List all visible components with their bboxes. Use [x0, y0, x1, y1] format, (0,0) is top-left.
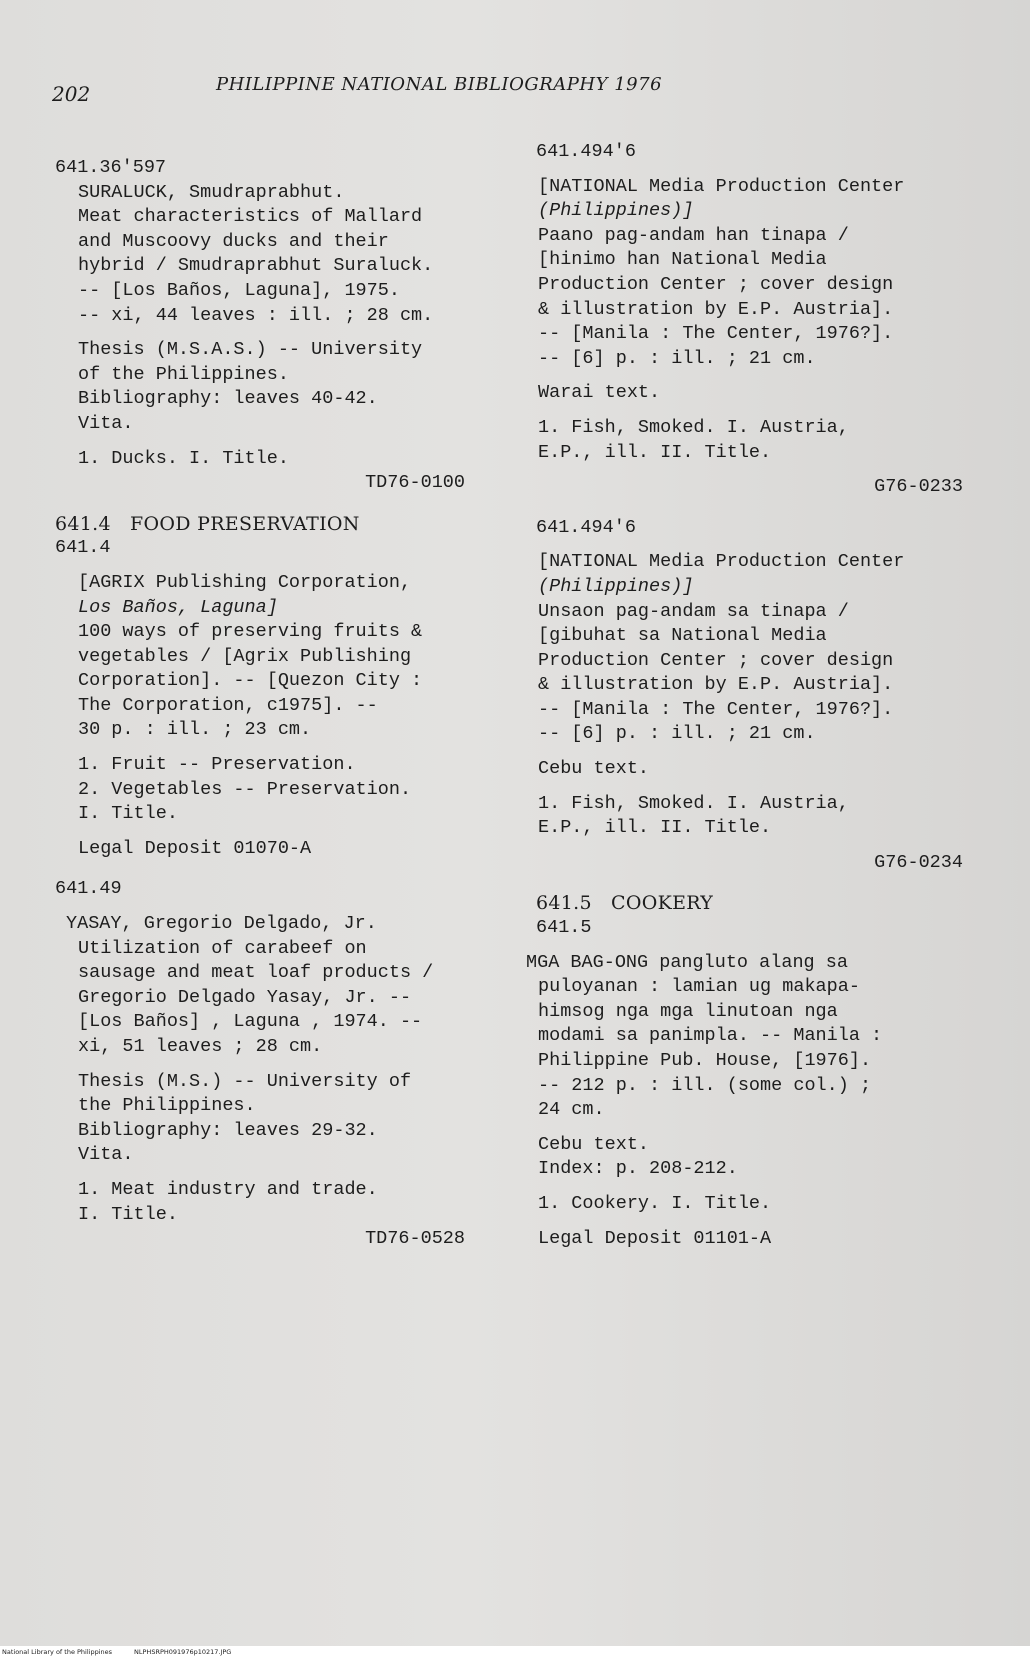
entry-line: -- [6] p. : ill. ; 21 cm. — [538, 347, 816, 369]
right-column — [526, 140, 963, 1251]
legal-deposit: Legal Deposit 01101-A — [538, 1227, 772, 1249]
entry-line: -- 212 p. : ill. (some col.) ; — [538, 1074, 872, 1096]
subject-line: 1. Meat industry and trade. — [78, 1178, 378, 1200]
record-number: TD76-0528 — [365, 1228, 465, 1250]
section-heading-cookery — [536, 891, 963, 916]
subject-line: I. Title. — [78, 1203, 178, 1225]
entry-line: (Philippines)] — [538, 200, 694, 222]
record-number: G76-0233 — [874, 476, 963, 498]
entry-line: Utilization of carabeef on — [78, 937, 367, 959]
subject-line: E.P., ill. II. Title. — [538, 817, 772, 839]
subject-line: I. Title. — [78, 803, 178, 825]
entry-line: Unsaon pag-andam sa tinapa / — [538, 600, 849, 622]
section-number: 641.5 — [536, 892, 592, 915]
section-label: FOOD PRESERVATION — [130, 512, 360, 535]
subject-line: 1. Cookery. I. Title. — [538, 1192, 772, 1214]
entry-line: vegetables / [Agrix Publishing — [78, 645, 412, 667]
class-number: 641.494'6 — [536, 141, 636, 162]
note-line: Vita. — [78, 1144, 134, 1166]
entry-line: -- xi, 44 leaves : ill. ; 28 cm. — [78, 304, 434, 326]
class-number: 641.36'597 — [55, 157, 167, 178]
subject-line: 1. Fish, Smoked. I. Austria, — [538, 416, 849, 438]
entry-line: xi, 51 leaves ; 28 cm. — [78, 1036, 323, 1057]
entry-line: Los Baños, Laguna] — [78, 596, 278, 618]
entry-line: [NATIONAL Media Production Center — [538, 551, 905, 573]
page-title: PHILIPPINE NATIONAL BIBLIOGRAPHY 1976 — [216, 74, 663, 95]
entry-line: [AGRIX Publishing Corporation, — [78, 571, 412, 593]
subject-line: 1. Ducks. I. Title. — [78, 447, 289, 469]
entry-line: 24 cm. — [538, 1099, 605, 1121]
entry-line: sausage and meat loaf products / — [78, 962, 434, 984]
entry-line: and Muscoovy ducks and their — [78, 230, 389, 252]
entry-unsaon-pag-andam — [538, 516, 963, 876]
note-line: of the Philippines. — [78, 363, 289, 385]
entry-line: Gregorio Delgado Yasay, Jr. -- — [78, 986, 412, 1008]
section-label: COOKERY — [611, 892, 714, 915]
entry-line: hybrid / Smudraprabhut Suraluck. — [78, 255, 434, 277]
note-line: Bibliography: leaves 29-32. — [78, 1119, 378, 1141]
entry-line: [gibuhat sa National Media — [538, 625, 827, 647]
entry-mga-bag-ong — [526, 916, 963, 1251]
entry-line: Philippine Pub. House, [1976]. — [538, 1050, 872, 1071]
entry-line: modami sa panimpla. -- Manila : — [538, 1025, 883, 1047]
entry-agrix — [55, 536, 465, 861]
record-number: G76-0234 — [874, 851, 963, 873]
entry-line: himsog nga mga linutoan nga — [538, 1000, 838, 1022]
entry-line: -- [Manila : The Center, 1976?]. — [538, 323, 894, 345]
note-line: Warai text. — [538, 382, 661, 404]
entry-line: -- [Los Baños, Laguna], 1975. — [78, 279, 400, 301]
entry-line: Corporation]. -- [Quezon City : — [78, 670, 423, 692]
entry-line: The Corporation, c1975]. -- — [78, 694, 378, 716]
entry-line: Paano pag-andam han tinapa / — [538, 224, 849, 246]
section-heading-food-preservation — [55, 512, 465, 537]
entry-paano-pag-andam — [538, 140, 963, 500]
section-number: 641.4 — [55, 512, 111, 535]
entry-line: SURALUCK, Smudraprabhut. — [78, 181, 345, 203]
left-column — [55, 156, 465, 1252]
entry-yasay — [55, 877, 465, 1251]
entry-line: [hinimo han National Media — [538, 249, 827, 271]
subject-line: 2. Vegetables -- Preservation. — [78, 778, 412, 800]
subject-line: 1. Fish, Smoked. I. Austria, — [538, 792, 849, 814]
note-line: Cebu text. — [538, 758, 650, 780]
note-line: Thesis (M.S.) -- University of — [78, 1070, 412, 1092]
scan-footer — [0, 1646, 1030, 1658]
entry-line: 100 ways of preserving fruits & — [78, 621, 423, 643]
class-number: 641.5 — [536, 917, 592, 939]
entry-line: Meat characteristics of Mallard — [78, 206, 423, 228]
entry-line: [NATIONAL Media Production Center — [538, 175, 905, 197]
entry-suraluck — [55, 156, 465, 496]
entry-line: MGA BAG-ONG pangluto alang sa — [526, 951, 848, 973]
record-number: TD76-0100 — [365, 472, 465, 494]
entry-line: & illustration by E.P. Austria]. — [538, 298, 894, 320]
class-number: 641.4 — [55, 537, 111, 559]
entry-line: -- [Manila : The Center, 1976?]. — [538, 698, 894, 720]
note-line: Cebu text. — [538, 1133, 650, 1155]
page-number: 202 — [52, 82, 91, 106]
legal-deposit: Legal Deposit 01070-A — [78, 837, 312, 859]
note-line: Index: p. 208-212. — [538, 1158, 738, 1180]
entry-line: Production Center ; cover design — [538, 273, 894, 295]
entry-line: & illustration by E.P. Austria]. — [538, 674, 894, 696]
note-line: the Philippines. — [78, 1095, 256, 1117]
library-name: National Library of the Philippines — [2, 1648, 113, 1656]
subject-line: 1. Fruit -- Preservation. — [78, 754, 356, 776]
entry-line: puloyanan : lamian ug makapa- — [538, 976, 860, 998]
entry-line: 30 p. : ill. ; 23 cm. — [78, 719, 312, 741]
note-line: Bibliography: leaves 40-42. — [78, 388, 378, 410]
entry-line: -- [6] p. : ill. ; 21 cm. — [538, 723, 816, 745]
entry-line: YASAY, Gregorio Delgado, Jr. — [66, 913, 377, 935]
entry-line: (Philippines)] — [538, 575, 694, 597]
subject-line: E.P., ill. II. Title. — [538, 441, 772, 463]
class-number: 641.49 — [55, 878, 122, 900]
entry-line: [Los Baños] , Laguna , 1974. -- — [78, 1011, 423, 1033]
scan-filename: NLPHSRPH091976p10217.JPG — [134, 1648, 232, 1656]
entry-line: Production Center ; cover design — [538, 649, 894, 671]
note-line: Vita. — [78, 412, 134, 434]
note-line: Thesis (M.S.A.S.) -- University — [78, 339, 423, 361]
class-number: 641.494'6 — [536, 516, 636, 538]
